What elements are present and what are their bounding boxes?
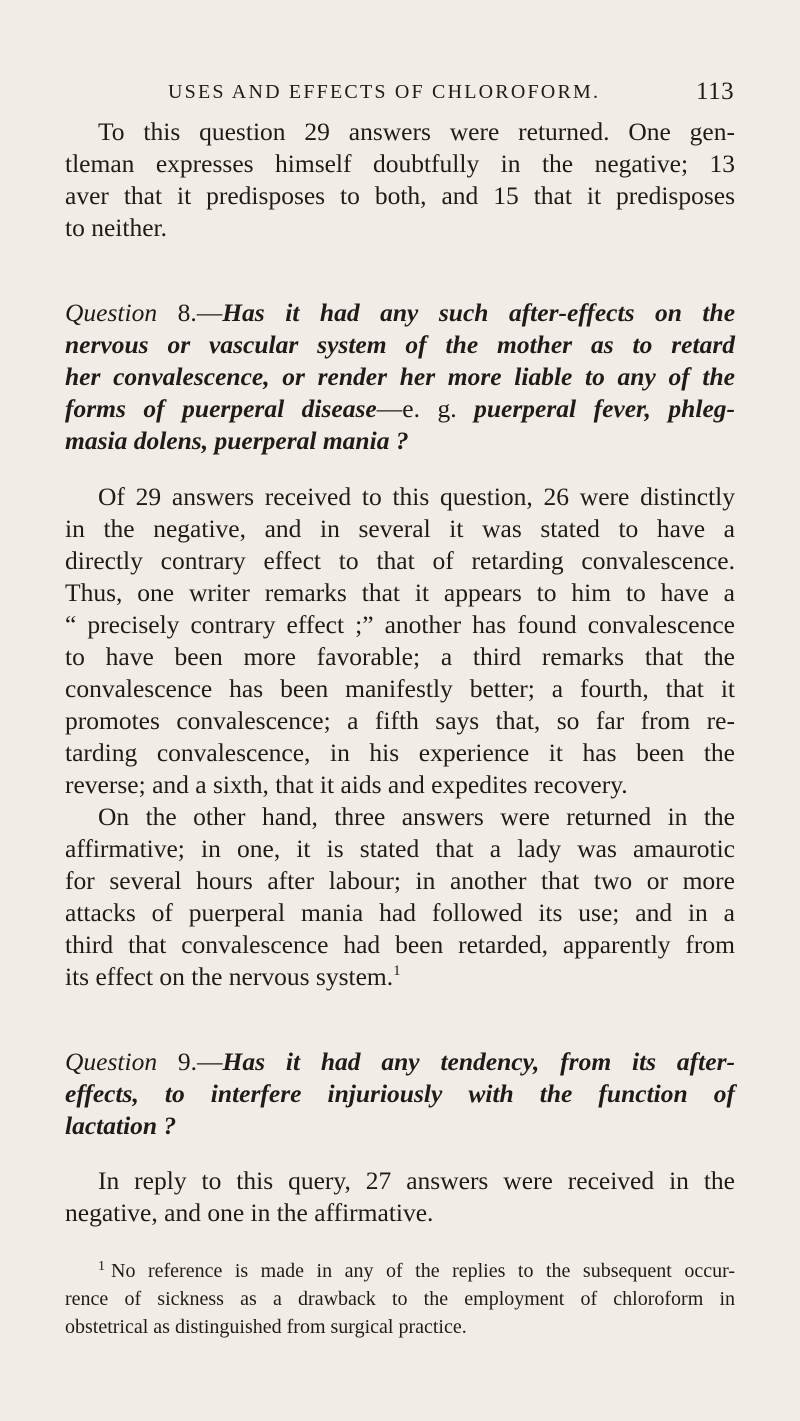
question-text: Has it had any such after-effects on the <box>222 298 736 327</box>
eg-abbrev: —e. g. <box>376 394 457 423</box>
question-line <box>65 297 735 329</box>
text-line: to neither. <box>65 213 167 242</box>
text-line: convalescence has been manifestly better; a fourth, that it <box>65 674 735 703</box>
question-line <box>65 1046 735 1078</box>
question-text: puerperal fever, phleg- <box>474 394 736 423</box>
question-label: Question <box>65 298 158 327</box>
text-line: attacks of puerperal mania had followed its use; and in a <box>65 898 735 927</box>
text-line: directly contrary effect to that of retarding convalescence. <box>65 546 735 575</box>
question-line: effects, to interfere injuriously with the function of <box>65 1079 735 1108</box>
text-line: “ precisely contrary effect ;” another has found convalescence <box>65 610 735 639</box>
running-head <box>0 74 800 110</box>
em-dash: — <box>196 298 223 327</box>
text-line: Thus, one writer remarks that it appears to him to have a <box>65 578 735 607</box>
text-line: To this question 29 answers were returned. One gen- <box>98 117 735 146</box>
question-line: masia dolens, puerperal mania ? <box>65 426 409 455</box>
text-line: in the negative, and in several it was stated to have a <box>65 514 735 543</box>
footnote-line: obstetrical as distinguished from surgical practice. <box>65 1316 467 1338</box>
question-line <box>65 393 735 425</box>
question-label: Question <box>65 1047 158 1076</box>
text-line: for several hours after labour; in another that two or more <box>65 866 735 895</box>
text-line: affirmative; in one, it is stated that a lady was amaurotic <box>65 834 735 863</box>
text-line: reverse; and a sixth, that it aids and expedites recovery. <box>65 770 628 799</box>
question-text: Has it had any tendency, from its after- <box>222 1047 735 1076</box>
question-text: forms of puerperal disease <box>65 394 377 423</box>
question-line: nervous or vascular system of the mother as to retard <box>65 330 735 359</box>
page-number: 113 <box>696 78 735 105</box>
text-line: aver that it predisposes to both, and 15 that it predisposes <box>65 181 735 210</box>
question-number: 9. <box>177 1047 198 1076</box>
text-line: In reply to this query, 27 answers were received in the <box>98 1166 735 1195</box>
footnote-reference[interactable]: 1 <box>393 963 401 979</box>
text-line: tarding convalescence, in his experience it has been the <box>65 738 735 767</box>
question-line: lactation ? <box>65 1111 177 1140</box>
footnote-line: rence of sickness as a drawback to the employment of chloroform in <box>65 1288 735 1310</box>
question-line: her convalescence, or render her more liable to any of the <box>65 362 735 391</box>
footnote-text: No reference is made in any of the replies to the subsequent occur- <box>111 1260 735 1282</box>
footnote-line <box>98 1257 735 1285</box>
text-line <box>65 961 401 993</box>
text-line: On the other hand, three answers were returned in the <box>98 802 735 831</box>
text-line: tleman expresses himself doubtfully in the negative; 13 <box>65 149 735 178</box>
text-line: promotes convalescence; a fifth says that, so far from re- <box>65 706 735 735</box>
em-dash: — <box>197 1047 223 1076</box>
text-line: Of 29 answers received to this question, 26 were distinctly <box>98 482 735 511</box>
running-title: USES AND EFFECTS OF CHLOROFORM. <box>168 81 601 103</box>
text-line: negative, and one in the affirmative. <box>65 1198 434 1227</box>
footnote-mark: 1 <box>98 1259 105 1274</box>
text-line: to have been more favorable; a third remarks that the <box>65 642 735 671</box>
text-line: third that convalescence had been retarded, apparently from <box>65 930 735 959</box>
text-run: its effect on the nervous system. <box>65 962 394 991</box>
question-number: 8. <box>177 298 197 327</box>
